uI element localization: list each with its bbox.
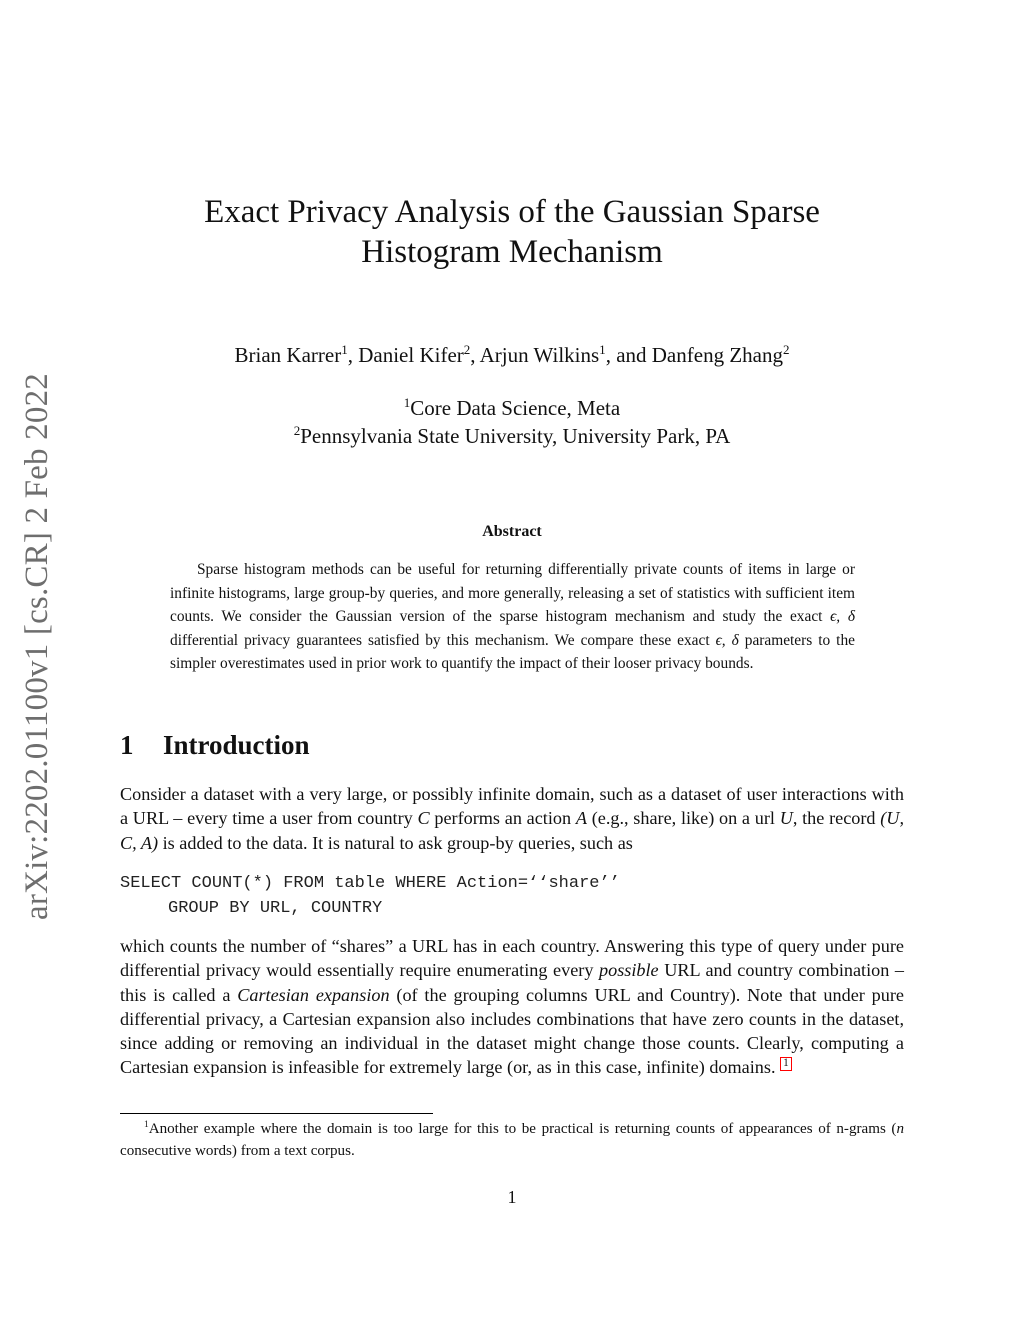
abstract-text-part: parameters to the simpler overestimates used in prior work to quantify the impact of their looser privacy bounds. [170,631,855,672]
title-line-1: Exact Privacy Analysis of the Gaussian Sparse [204,194,820,230]
author-affil-mark: 1 [341,342,348,357]
affiliation-mark: 2 [293,423,301,438]
paragraph-text: is added to the data. It is natural to ask group-by queries, such as [158,832,633,853]
affiliation [120,394,904,422]
math-symbol: C [417,808,430,829]
footnote-divider [120,1113,433,1114]
emphasis-text: Cartesian expansion [237,984,390,1005]
math-expression: (U, C, A) [120,808,904,853]
intro-paragraph-1 [120,782,904,855]
intro-paragraph-2 [120,934,904,1080]
author-name: Brian Karrer [234,343,342,367]
footnote-reference-link[interactable]: 1 [780,1057,792,1070]
math-symbol: A [575,808,587,829]
footnote [120,1118,904,1162]
author-affil-mark: 1 [599,342,606,357]
abstract-heading: Abstract [482,523,542,540]
author-name: Daniel Kifer [358,343,464,367]
footnote-text: consecutive words) from a text corpus. [120,1143,355,1159]
author-separator: , [347,343,359,367]
paper-title [120,192,904,272]
emphasis-text: possible [599,960,659,981]
sql-code-block [120,872,620,921]
footnote-text: Another example where the domain is too large for this to be practical is returning counts of appearances of n-grams ( [148,1121,897,1137]
abstract-text-part: Sparse histogram methods can be useful for returning differentially private counts of items in large or infinite histograms, large group-by queries, and more generally, releasing a set of statistics with sufficient item counts. We consider the Gaussian version of the sparse histogram mechanism and study the exact [170,561,855,625]
abstract-text-part: differential privacy guarantees satisfied by this mechanism. We compare these exact [170,631,716,649]
author-affil-mark: 2 [463,342,471,357]
affiliation-text: Pennsylvania State University, University Park, PA [300,424,731,448]
abstract-text [170,558,855,676]
math-epsilon-delta: ϵ, δ [715,631,739,649]
paragraph-text: (e.g., share, like) on a url [586,808,780,829]
paragraph-text: performs an action [429,808,576,829]
author-name: Danfeng Zhang [651,343,783,367]
paragraph-text: Consider a dataset with a very large, or possibly infinite domain, such as a dataset of user interactions with a URL – every time a user from country [120,784,904,829]
section-title: Introduction [163,730,310,760]
math-symbol: n [896,1121,904,1137]
affiliation-text: Core Data Science, Meta [410,396,621,420]
affiliation-list [120,394,904,450]
author-affil-mark: 2 [782,342,790,357]
math-epsilon-delta: ϵ, δ [830,608,855,625]
author-list [120,342,904,368]
code-line: GROUP BY URL, COUNTRY [168,898,383,918]
paragraph-text: which counts the number of “shares” a URL has in each country. Answering this type of query under pure differential privacy would essentially require enumerating every [120,936,904,981]
affiliation-mark: 1 [403,395,411,410]
arxiv-identifier-stamp: arXiv:2202.01100v1 [cs.CR] 2 Feb 2022 [19,373,55,920]
affiliation [120,422,904,450]
page-number: 1 [507,1187,517,1207]
paragraph-text: (of the grouping columns URL and Country). Note that under pure differential privacy, a Cartesian expansion also includes combinations that have zero counts in the dataset, since adding or removing an individual in the dataset might change those counts. Clearly, computing a Cartesian expansion is infeasible for extremely large (or, as in this case, infinite) domains. [120,984,904,1078]
section-heading-introduction [120,730,310,761]
math-symbol: U [779,808,793,829]
footnote-mark: 1 [144,1119,149,1130]
title-line-2: Histogram Mechanism [361,234,663,270]
code-line: SELECT COUNT(*) FROM table WHERE Action=‘‘share’’ [120,874,620,893]
paragraph-text: URL and country combination – this is called a [120,960,904,1005]
section-number: 1 [120,730,134,760]
author-separator: , and [605,343,652,367]
author-separator: , [470,343,480,367]
author-name: Arjun Wilkins [479,343,600,367]
paragraph-text: , the record [792,808,881,829]
